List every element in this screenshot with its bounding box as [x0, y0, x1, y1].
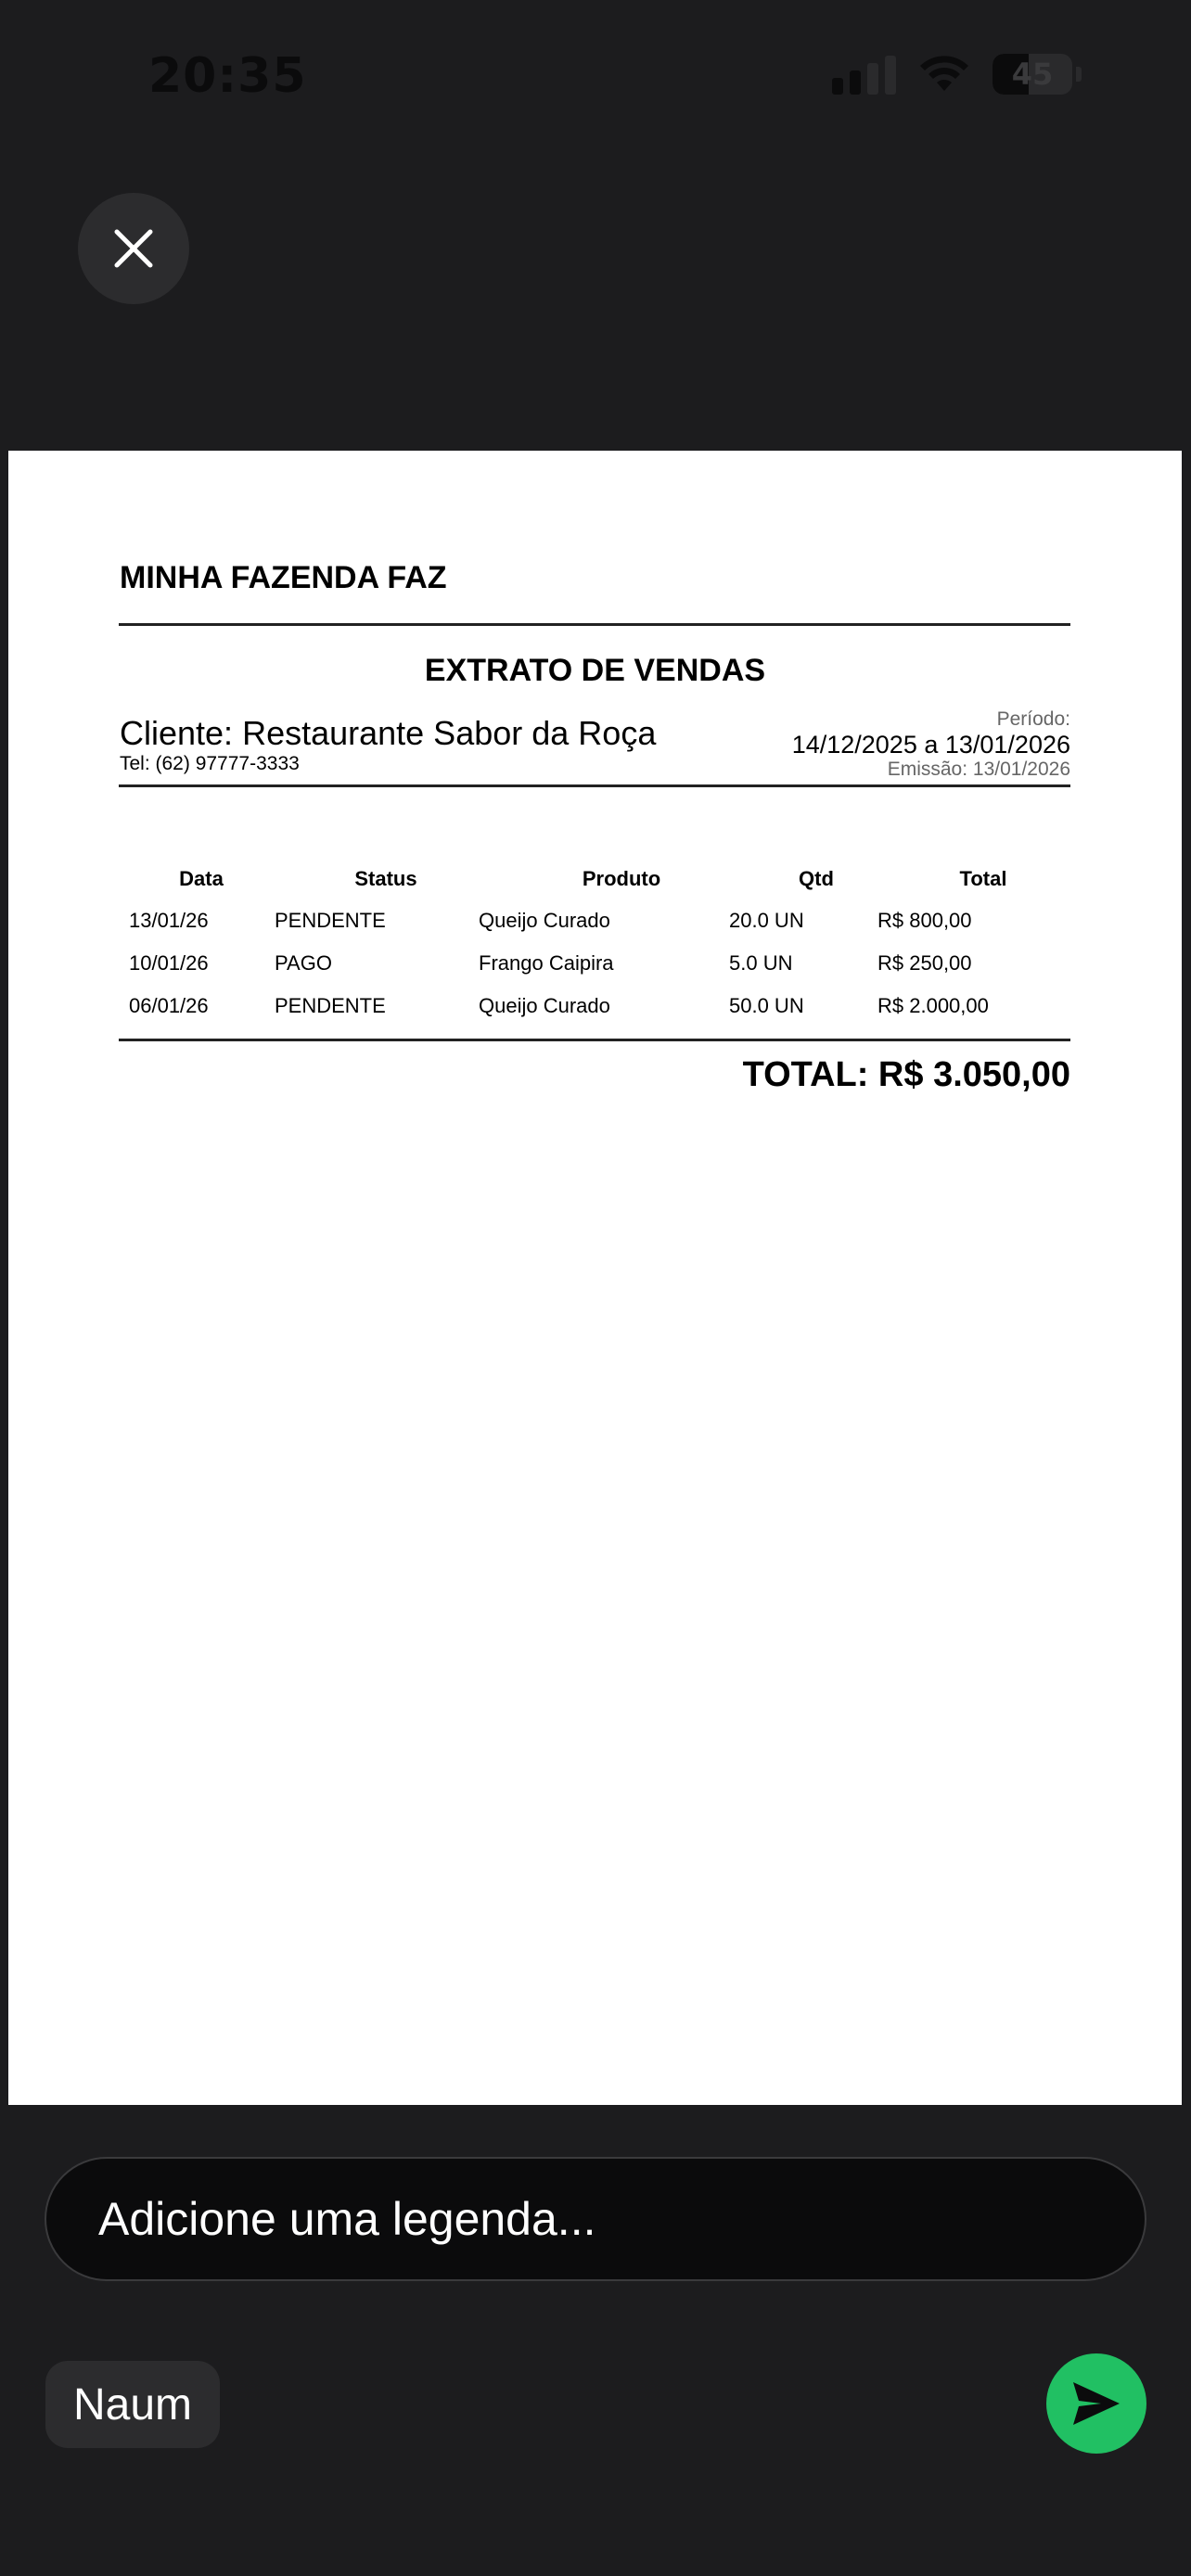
cell-qtd: 5.0 UN [729, 951, 793, 975]
send-button[interactable] [1046, 2353, 1146, 2454]
cell-total: R$ 800,00 [877, 909, 972, 932]
caption-field[interactable] [45, 2157, 1146, 2281]
document-title: EXTRATO DE VENDAS [424, 653, 766, 688]
recipient-chip[interactable] [45, 2361, 220, 2448]
table-row [119, 942, 1070, 985]
status-time: 20:35 [148, 48, 307, 104]
cell-status: PAGO [275, 951, 332, 975]
divider [119, 784, 1070, 787]
cell-status: PENDENTE [275, 909, 386, 932]
period-label: Período: [996, 708, 1070, 730]
cell-data: 13/01/26 [129, 909, 209, 932]
caption-input[interactable] [98, 2192, 1145, 2246]
cell-data: 06/01/26 [129, 994, 209, 1017]
close-icon [111, 226, 156, 271]
emission-date: Emissão: 13/01/2026 [887, 759, 1070, 780]
cell-produto: Frango Caipira [479, 951, 614, 975]
client-phone: Tel: (62) 97777-3333 [120, 753, 300, 774]
table-row [119, 899, 1070, 942]
battery-icon [992, 54, 1072, 95]
sales-table [119, 859, 1070, 1027]
grand-total: TOTAL: R$ 3.050,00 [742, 1055, 1070, 1094]
cell-qtd: 20.0 UN [729, 909, 804, 932]
cell-qtd: 50.0 UN [729, 994, 804, 1017]
cell-status: PENDENTE [275, 994, 386, 1017]
send-icon [1069, 2377, 1123, 2430]
header-data: Data [179, 867, 224, 890]
period-range: 14/12/2025 a 13/01/2026 [791, 731, 1070, 759]
cell-total: R$ 250,00 [877, 951, 972, 975]
client-name: Cliente: Restaurante Sabor da Roça [120, 714, 657, 752]
recipient-name: Naum [73, 2379, 193, 2429]
table-header [119, 859, 1070, 899]
cell-total: R$ 2.000,00 [877, 994, 989, 1017]
document-preview [8, 451, 1182, 2105]
header-total: Total [959, 867, 1007, 890]
status-indicators [832, 54, 1082, 95]
wifi-icon [916, 54, 972, 95]
divider [119, 1039, 1070, 1041]
cell-data: 10/01/26 [129, 951, 209, 975]
divider [119, 623, 1070, 626]
header-qtd: Qtd [799, 867, 834, 890]
table-row [119, 985, 1070, 1027]
battery-percent: 45 [1011, 57, 1054, 92]
close-button[interactable] [78, 193, 189, 304]
cell-produto: Queijo Curado [479, 909, 610, 932]
battery-tip [1076, 67, 1082, 82]
header-produto: Produto [582, 867, 661, 890]
header-status: Status [354, 867, 417, 890]
cell-produto: Queijo Curado [479, 994, 610, 1017]
signal-icon [832, 54, 896, 95]
farm-name: MINHA FAZENDA FAZ [120, 560, 447, 595]
